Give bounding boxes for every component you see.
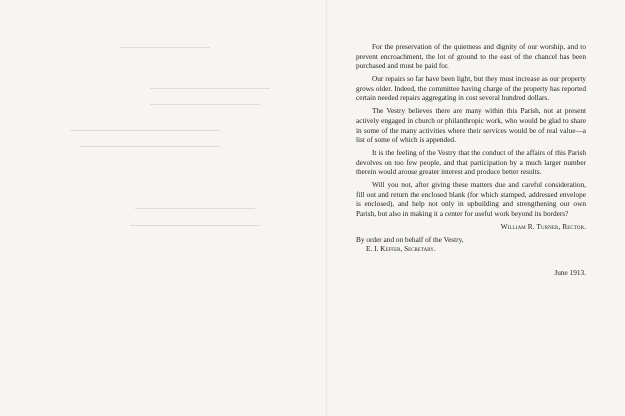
paragraph-vestry-believes: The Vestry believes there are many within this Parish, not at present actively engaged in church or philanthropic work, who would be glad to share in some of the many activities where their services would be of real value—a list of some of which is appended. — [356, 106, 586, 145]
secretary-line: E. I. Keffer, Secretary. — [366, 244, 436, 254]
bleed-through-line — [80, 146, 220, 147]
paragraph-lot-purchase: For the preservation of the quietness and dignity of our worship, and to prevent encroachment, the lot of ground to the east of the chancel has been purchased and must be paid for. — [356, 42, 586, 71]
bleed-through-line — [150, 104, 260, 105]
bleed-through-line — [130, 225, 260, 226]
letter-date: June 1913. — [554, 267, 586, 277]
paragraph-repairs: Our repairs so far have been light, but they must increase as our property grows older. Indeed, the committee having charge of the property has reported certain needed repairs aggregating in cost several hundred dollars. — [356, 74, 586, 103]
bleed-through-line — [120, 47, 210, 48]
page-fold — [326, 0, 328, 416]
bleed-through-line — [135, 208, 255, 209]
order-line: By order and on behalf of the Vestry, — [356, 234, 464, 244]
bleed-through-line — [150, 88, 270, 89]
paragraph-participation: It is the feeling of the Vestry that the conduct of the affairs of this Parish devolves on too few people, and that participation by a much larger number therein would arouse greater interest and produce better results. — [356, 148, 586, 177]
bleed-through-line — [70, 130, 220, 131]
letter-body — [356, 42, 586, 285]
paragraph-appeal: Will you not, after giving these matters due and careful consideration, fill out and return the enclosed blank (for which stamped, addressed envelope is enclosed), and help not only in upbuilding and strengthening our own Parish, but also in making it a center for useful work beyond its borders? — [356, 180, 586, 219]
rector-signature: William R. Turner, Rector. — [500, 222, 586, 232]
